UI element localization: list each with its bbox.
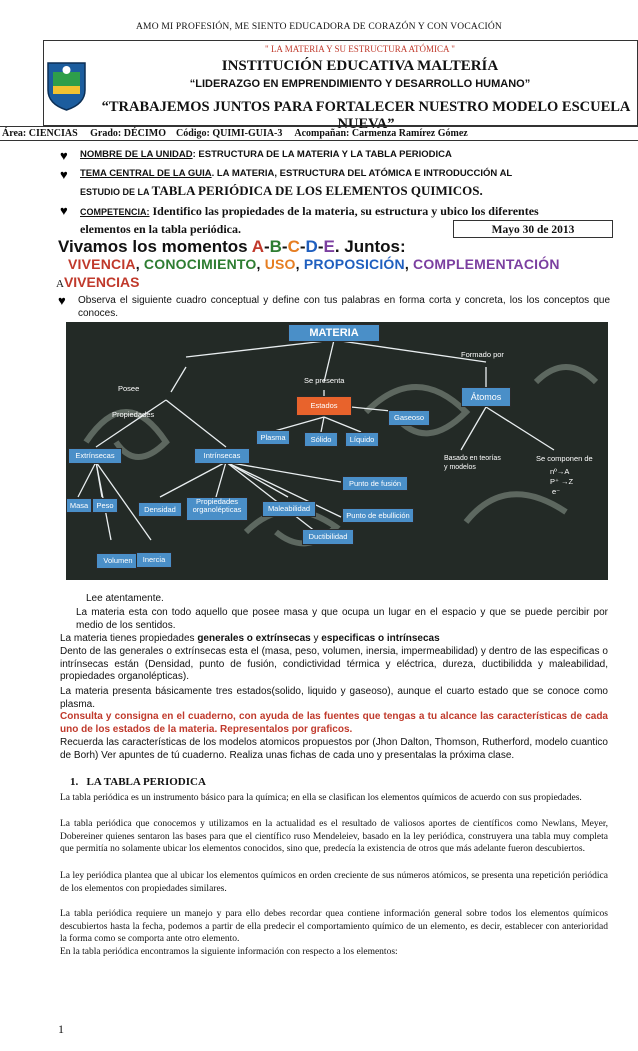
phase-conocimiento: CONOCIMIENTO (143, 256, 257, 272)
phase-proposicion: PROPOSICIÓN (303, 256, 405, 272)
phase-uso: USO (264, 256, 296, 272)
grado-label: Grado: DÉCIMO (90, 128, 166, 139)
section-title: VIVENCIAS (63, 274, 140, 290)
paragraph-consulta: Consulta y consigna en el cuaderno, con ayuda de las fuentes que tengas a tu alcance las características de cada uno de los estados de la materia. Representalos por graficos. (60, 711, 608, 735)
node-densidad: Densidad (138, 502, 182, 517)
node-punto-fusion: Punto de fusión (342, 476, 408, 491)
p2-bold-generales: generales o extrínsecas (197, 633, 311, 644)
date-box: Mayo 30 de 2013 (453, 220, 613, 238)
section-letter: A (56, 278, 64, 290)
node-maleabilidad: Maleabilidad (262, 501, 316, 517)
label-se-presenta: Se presenta (304, 376, 345, 385)
node-masa: Masa (66, 498, 92, 513)
vivamos-heading (58, 237, 406, 257)
paragraph-tabla-4: La tabla periódica requiere un manejo y para ello debes recordar quea contiene información general sobre todos los elementos químicos descubiertos hasta la fecha, podemos a partir de ella predecir el comportamiento químico de un elemento, es decir, establecer con anterioridad la forma como se comporta ante otro elemento. (60, 909, 608, 945)
competencia-text-2: elementos en la tabla periódica. (80, 222, 241, 236)
observe-bullet (58, 294, 610, 320)
phase-complementacion: COMPLEMENTACIÓN (413, 256, 560, 272)
heart-bullet-icon: ♥ (60, 148, 68, 163)
phase-sep: , (256, 256, 265, 272)
letter-b: B (269, 237, 282, 256)
vivamos-prefix: Vivamos los momentos (58, 237, 252, 256)
node-organolepticas: Propiedades organolépticas (186, 497, 248, 521)
paragraph-generales: Dento de las generales o extrínsecas esta el (masa, peso, volumen, inersia, impermeabilidad) y dentro de las especificas o intrínsecas están (Densidad, punto de fusión, condictividad térmica y eléctrica, dureza, ductibilidda y maleabilidad, propiedades organolépticas). (60, 646, 608, 683)
paragraph-tabla-5: En la tabla periódica encontramos la siguiente información con respecto a los elementos: (60, 947, 398, 957)
page-number: 1 (58, 1022, 64, 1036)
phase-sep: , (295, 256, 304, 272)
heart-bullet-icon: ♥ (58, 293, 66, 308)
paragraph-estados: La materia presenta básicamente tres estados(solido, liquido y gaseoso), aunque el cuarto estado que se conoce como plasma. (60, 686, 608, 710)
section-heading-text: LA TABLA PERIODICA (86, 776, 206, 788)
label-se-componen: Se componen de (536, 454, 593, 463)
dash-2: - (281, 237, 288, 256)
node-liquido: Líquido (345, 432, 379, 447)
competencia-label: COMPETENCIA: (80, 207, 150, 217)
observe-text: Observa el siguiente cuadro conceptual y define con tus palabras en forma corta y concreta, los los conceptos que conoces. (78, 295, 610, 319)
dash-4: - (317, 237, 324, 256)
paragraph-tabla-1: La tabla periódica es un instrumento básico para la química; en ella se clasifican los elementos químicos de acuerdo con sus propiedades. (60, 793, 582, 803)
lee-atentamente: Lee atentamente. (86, 593, 164, 604)
competencia-text: Identifico las propiedades de la materia, su estructura y ubico los diferentes (149, 204, 539, 218)
area-label: Área: CIENCIAS (2, 128, 78, 139)
node-materia: MATERIA (288, 324, 380, 342)
label-formado-por: Formado por (461, 350, 504, 359)
node-atomos: Átomos (461, 387, 511, 407)
paragraph-tabla-3: La ley periódica plantea que al ubicar los elementos químicos en orden creciente de sus números atómicos, se presenta una repetición periódica de los elementos con propiedades similares. (60, 871, 608, 894)
node-intrinsecas: Intrínsecas (194, 448, 250, 464)
letter-e: E (323, 237, 335, 256)
section-vivencias-heading (56, 274, 139, 290)
letter-c: C (287, 237, 300, 256)
paragraph-modelos: Recuerda las características de los modelos atomicos propuestos por (Jhon Dalton, Thomson, Rutherford, modelo cuantico de Borh) Ver apuntes de tú cuaderno. Realiza unas fichas de cada uno y presentalas la próxima clase. (60, 737, 608, 761)
node-volumen: Volumen (96, 553, 140, 569)
heart-bullet-icon: ♥ (60, 167, 68, 182)
node-extrinsecas: Extrínsecas (68, 448, 122, 464)
phase-vivencia: VIVENCIA (68, 256, 136, 272)
tema-text-2b: TABLA PERIÓDICA DE LOS ELEMENTOS QUIMICOS. (151, 183, 483, 198)
node-peso: Peso (92, 498, 118, 513)
label-propiedades: Propiedades (112, 410, 155, 419)
paragraph-definicion: La materia esta con todo aquello que posee masa y que ocupa un lugar en el espacio y que se puede percibir por medio de los sentidos. (76, 607, 608, 631)
section-number: 1. (70, 776, 79, 788)
tema-label: TEMA CENTRAL DE LA GUIA (80, 168, 212, 179)
phase-sep: , (404, 256, 414, 272)
p2-bold-especificas: especificas o intrínsecas (321, 633, 440, 644)
unidad-bullet (60, 148, 620, 163)
dash-3: - (299, 237, 306, 256)
header-topic-line: " LA MATERIA Y SU ESTRUCTURA ATÓMICA " (265, 44, 455, 54)
paragraph-propiedades (60, 633, 608, 646)
institution-name: INSTITUCIÓN EDUCATIVA MALTERÍA (221, 58, 499, 74)
concept-map-image (66, 322, 608, 580)
acompanan-label: Acompañan: Carmenza Ramírez Gómez (294, 128, 468, 139)
header-motto: AMO MI PROFESIÓN, ME SIENTO EDUCADORA DE CORAZÓN Y CON VOCACIÓN (136, 22, 502, 32)
unidad-label: NOMBRE DE LA UNIDAD (80, 149, 193, 160)
letter-d: D (305, 237, 318, 256)
node-punto-ebullicion: Punto de ebullición (342, 508, 414, 523)
codigo-label: Código: QUIMI-GUIA-3 (176, 128, 283, 139)
p2-text-c: y (310, 633, 322, 644)
tema-bullet (60, 168, 620, 199)
section-heading-tabla (70, 776, 206, 788)
formula-line-3: e⁻ (552, 487, 561, 496)
node-estados: Estados (296, 396, 352, 416)
course-info-row (0, 126, 638, 141)
phase-sep: , (135, 256, 144, 272)
school-crest-icon (45, 60, 88, 112)
formula-line-1: nº→A (550, 467, 570, 476)
formula-line-2: P⁺ →Z (550, 477, 574, 486)
institution-slogan: “TRABAJEMOS JUNTOS PARA FORTALECER NUESTRO MODELO ESCUELA NUEVA” (101, 99, 631, 132)
tema-text-2a: ESTUDIO DE LA (80, 187, 152, 197)
heart-bullet-icon: ♥ (60, 203, 68, 218)
vivamos-suffix: . Juntos: (334, 237, 406, 256)
node-plasma: Plasma (256, 430, 290, 445)
phases-line (68, 256, 560, 272)
unidad-text: : ESTRUCTURA DE LA MATERIA Y LA TABLA PERIODICA (192, 149, 452, 160)
tema-text: . LA MATERIA, ESTRUCTURA DEL ATÓMICA E INTRODUCCIÓN AL (211, 168, 513, 179)
institution-subtitle: “LIDERAZGO EN EMPRENDIMIENTO Y DESARROLLO HUMANO” (189, 78, 531, 90)
p2-text-a: La materia tienes propiedades (60, 633, 198, 644)
node-inercia: Inercia (136, 552, 172, 568)
paragraph-tabla-2: La tabla periódica que conocemos y utilizamos en la actualidad es el resultado de valiosos aportes de científicos como Newlans, Meyer, Dobereiner quienes sentaron las bases para que el científico ruso Mendeleiev, basado en la ley periódica, construyera una tabla muy completa que permitía no solamente ubicar los elementos conocidos, sino que, predecía la existencia de otros que más adelante fueron descubiertos. (60, 819, 608, 855)
node-gaseoso: Gaseoso (388, 410, 430, 426)
label-posee: Posee (118, 384, 140, 393)
label-basado: Basado en teorías y modelos (444, 455, 501, 471)
letter-a: A (251, 237, 264, 256)
node-ductibilidad: Ductibilidad (302, 529, 354, 545)
dash-1: - (263, 237, 270, 256)
node-solido: Sólido (304, 432, 338, 447)
